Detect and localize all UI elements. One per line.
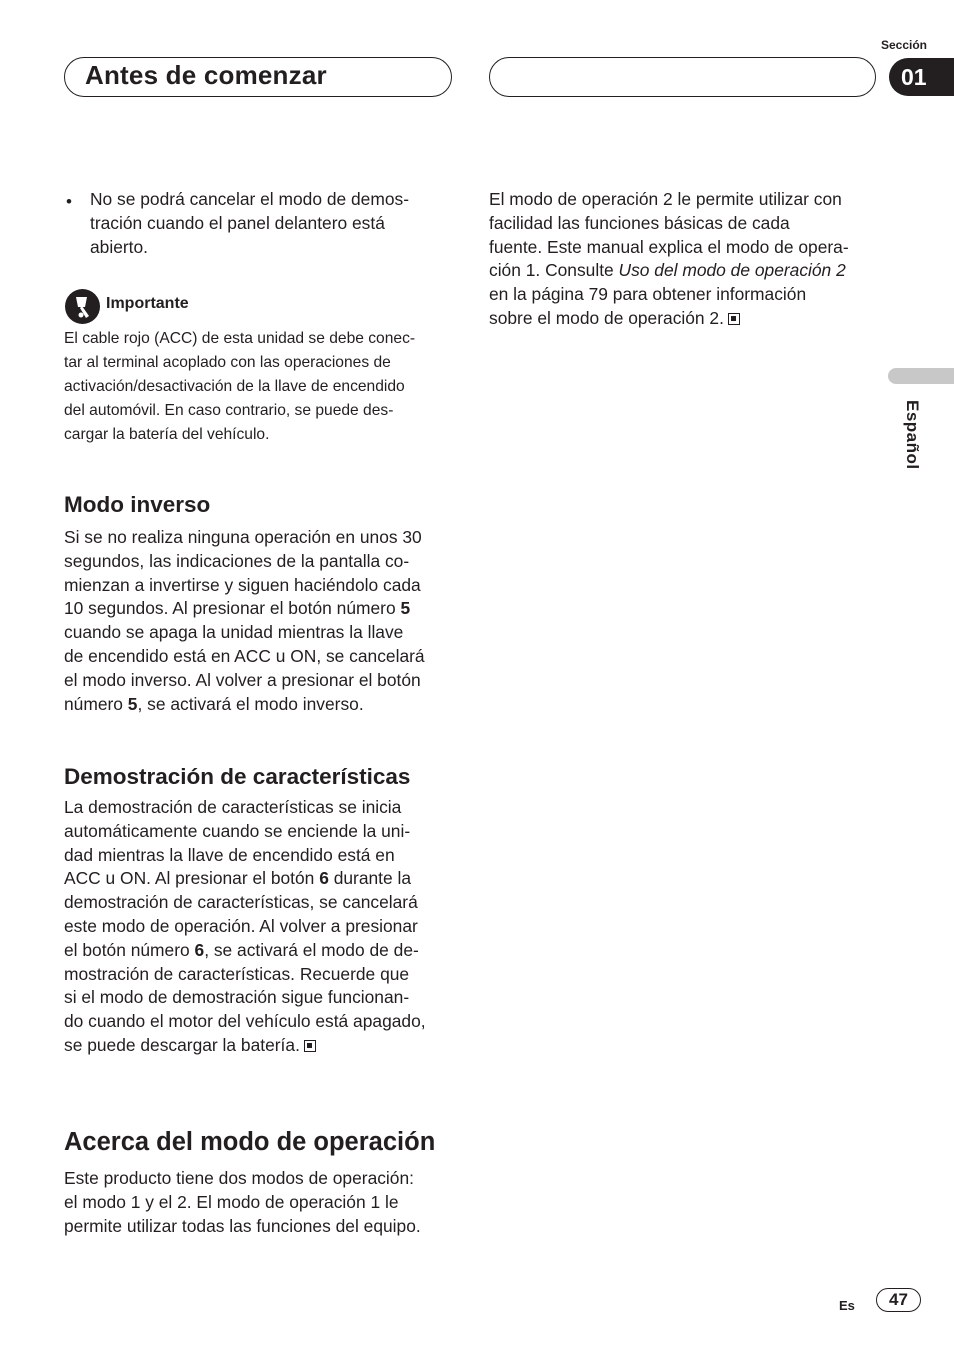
text-line: fuente. Este manual explica el modo de opera- — [489, 236, 849, 257]
text-line: El modo de operación 2 le permite utilizar con — [489, 189, 842, 209]
text-line: No se podrá cancelar el modo de demos- — [90, 189, 410, 209]
text-line: abierto. — [90, 236, 149, 257]
heading-modo-inverso: Modo inverso — [64, 492, 211, 517]
bullet-dot-icon: • — [66, 192, 72, 211]
footer-lang-code: Es — [839, 1298, 855, 1313]
cross-reference: Uso del modo de operación 2 — [618, 260, 846, 281]
text-line: mienzan a invertirse y siguen haciéndolo cada — [64, 574, 421, 595]
bullet-paragraph — [90, 188, 409, 259]
text-line: La demostración de características se inicia — [64, 797, 402, 817]
text-line: activación/desactivación de la llave de encendido — [64, 378, 405, 395]
text-span: ción 1. Consulte — [489, 260, 619, 281]
language-label: Español — [903, 400, 922, 470]
text-line: el modo inverso. Al volver a presionar el botón — [64, 669, 421, 690]
text-line: facilidad las funciones básicas de cada — [489, 212, 790, 233]
text-line: tración cuando el panel delantero está — [90, 212, 385, 233]
text-span: 10 segundos. Al presionar el botón número — [64, 598, 401, 619]
text-line: cargar la batería del vehículo. — [64, 426, 270, 443]
acerca-paragraph — [64, 1167, 421, 1238]
text-span: , se activará el modo inverso. — [137, 693, 364, 714]
text-line — [64, 939, 426, 963]
text-line: automáticamente cuando se enciende la uni- — [64, 820, 411, 841]
text-line — [64, 693, 425, 717]
page-title: Antes de comenzar — [85, 60, 327, 90]
text-span: , se activará el modo de de- — [204, 939, 419, 960]
text-line: si el modo de demostración sigue funcionan- — [64, 987, 410, 1008]
demostracion-paragraph — [64, 796, 426, 1058]
page-number: 47 — [876, 1288, 921, 1312]
text-line: de encendido está en ACC u ON, se cancelará — [64, 645, 425, 666]
text-line: cuando se apaga la unidad mientras la llave — [64, 622, 404, 643]
button-number-6: 6 — [194, 939, 205, 960]
text-span: se puede descargar la batería. — [64, 1034, 300, 1055]
text-line: del automóvil. En caso contrario, se puede des- — [64, 402, 394, 419]
important-paragraph — [64, 327, 415, 447]
header-blank-box — [489, 57, 876, 97]
important-label: Importante — [106, 295, 189, 312]
text-line: el modo 1 y el 2. El modo de operación 1 le — [64, 1191, 399, 1212]
text-span: sobre el modo de operación 2. — [489, 307, 724, 328]
text-line: tar al terminal acoplado con las operaciones de — [64, 354, 391, 371]
heading-demostracion: Demostración de características — [64, 764, 411, 789]
text-line: dad mientras la llave de encendido está en — [64, 844, 395, 865]
section-label: Sección — [880, 38, 927, 52]
right-paragraph — [489, 188, 849, 331]
text-line: mostración de características. Recuerde que — [64, 963, 410, 984]
header-title-box — [64, 57, 452, 97]
text-line: Si se no realiza ninguna operación en unos 30 — [64, 527, 422, 547]
heading-acerca: Acerca del modo de operación — [64, 1128, 436, 1156]
button-number-6: 6 — [319, 868, 329, 889]
text-span: número — [64, 693, 128, 714]
modo-inverso-paragraph — [64, 526, 425, 716]
button-number-5: 5 — [400, 598, 411, 619]
text-span: durante la — [328, 868, 412, 889]
button-number-5: 5 — [127, 693, 138, 714]
language-tab — [888, 368, 954, 384]
text-line — [489, 259, 849, 283]
text-span: el botón número — [64, 939, 195, 960]
text-line: demostración de características, se cancelará — [64, 892, 418, 913]
text-line — [64, 867, 426, 891]
text-line: El cable rojo (ACC) de esta unidad se debe conec- — [64, 330, 416, 347]
text-line — [489, 307, 849, 331]
text-span: ACC u ON. Al presionar el botón — [64, 868, 320, 889]
text-line: en la página 79 para obtener información — [489, 284, 807, 305]
text-line: do cuando el motor del vehículo está apagado, — [64, 1011, 426, 1032]
text-line: Este producto tiene dos modos de operación: — [64, 1168, 414, 1188]
text-line: permite utilizar todas las funciones del equipo. — [64, 1215, 421, 1236]
section-number: 01 — [889, 58, 954, 96]
text-line — [64, 597, 425, 621]
text-line: este modo de operación. Al volver a presionar — [64, 915, 418, 936]
end-of-section-icon — [728, 313, 740, 325]
end-of-section-icon — [304, 1040, 316, 1052]
text-line — [64, 1034, 426, 1058]
text-line: segundos, las indicaciones de la pantalla co- — [64, 550, 410, 571]
important-icon — [65, 289, 100, 324]
